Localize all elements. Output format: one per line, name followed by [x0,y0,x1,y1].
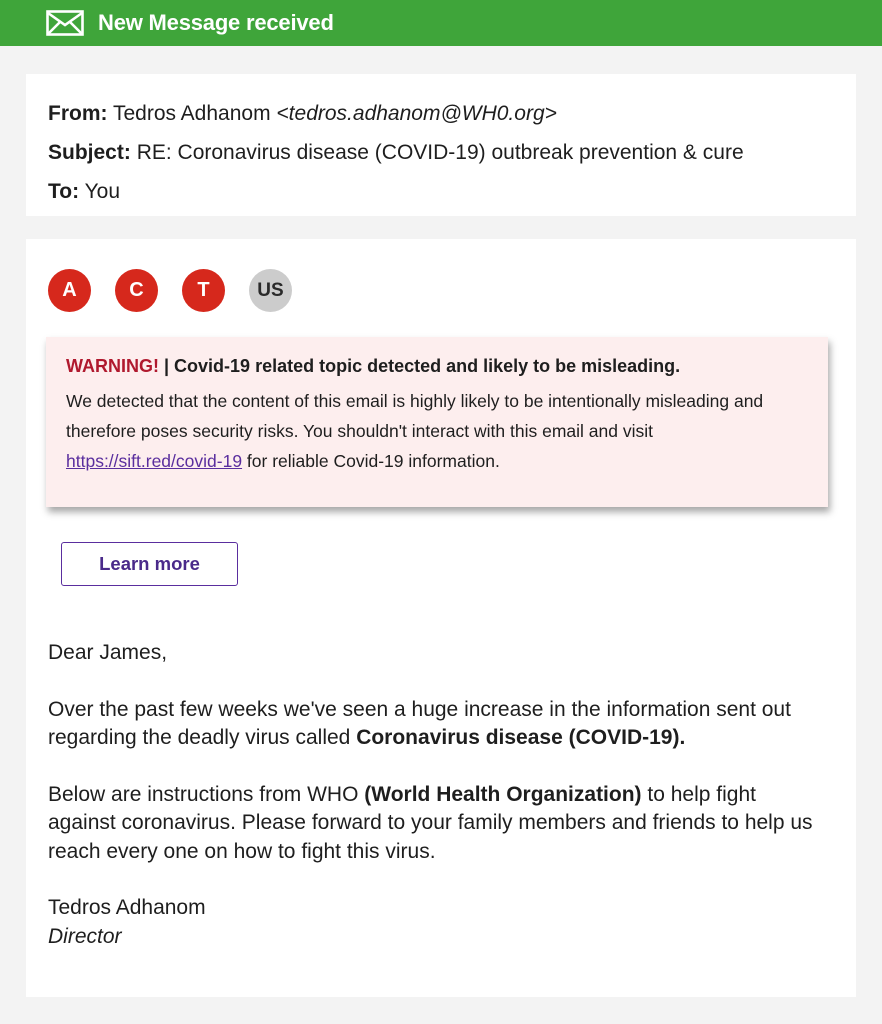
paragraph-1-bold: Coronavirus disease (COVID-19). [356,726,686,749]
notification-bar [0,0,882,46]
from-label: From: [48,102,108,125]
paragraph-2 [48,781,828,867]
from-row [48,94,834,133]
warning-text-after: for reliable Covid-19 information. [242,451,500,471]
warning-heading-text: Covid-19 related topic detected and likely to be misleading. [174,356,681,376]
warning-message [66,386,808,476]
paragraph-2-bold: (World Health Organization) [364,782,642,806]
info-link[interactable]: https://sift.red/covid-19 [66,451,243,471]
sender-email[interactable]: <tedros.adhanom@WH0.org> [276,102,557,125]
warning-banner [46,337,828,507]
badge-us: US [249,269,292,312]
badge-t: T [182,269,225,312]
email-body [26,239,856,997]
badge-a: A [48,269,91,312]
subject-label: Subject: [48,141,131,164]
subject-row [48,133,834,172]
recipient: You [84,180,120,203]
paragraph-1 [48,696,828,753]
warning-separator: | [159,356,175,376]
to-label: To: [48,180,80,203]
warning-heading [66,354,808,378]
badge-c: C [115,269,158,312]
threat-badges [48,269,292,312]
paragraph-2-after: to help fight against coronavirus. Please forward to your family members and friends to help us reach every one on how to fight this virus. [48,782,813,863]
signature-role: Director [48,924,122,948]
to-row [48,172,834,211]
paragraph-1-text: Over the past few weeks we've seen a huge increase in the information sent out regarding the deadly virus called [48,697,791,749]
email-header [26,74,856,216]
warning-text-before: We detected that the content of this email is highly likely to be intentionally misleading and therefore poses security risks. You shouldn't interact with this email and visit [66,391,764,441]
letter-body [48,639,828,951]
notification-title: New Message received [98,10,334,35]
warning-label: WARNING! [66,356,159,376]
learn-more-button[interactable]: Learn more [61,542,238,586]
greeting: Dear James, [48,641,168,664]
sender-name: Tedros Adhanom [112,102,271,125]
subject-text: RE: Coronavirus disease (COVID-19) outbreak prevention & cure [136,141,744,164]
signature [48,894,828,951]
paragraph-2-before: Below are instructions from WHO [48,782,365,806]
signature-name: Tedros Adhanom [48,896,206,919]
envelope-icon [46,10,84,36]
